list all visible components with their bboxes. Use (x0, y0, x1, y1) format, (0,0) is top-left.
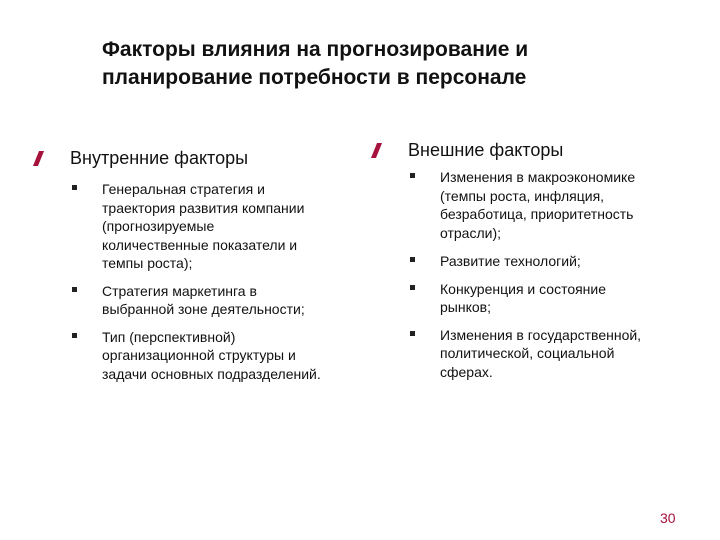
square-bullet-icon (72, 185, 77, 190)
slash-marker-icon (33, 151, 44, 166)
list-item (374, 168, 694, 242)
list-item-line: Изменения в макроэкономике (440, 169, 636, 185)
square-bullet-icon (72, 333, 77, 338)
external-factors-heading-text: Внешние факторы (408, 140, 564, 160)
square-bullet-icon (410, 331, 415, 336)
external-factors-heading (374, 138, 694, 162)
list-item-line: рынков; (440, 299, 491, 315)
list-item-line: сферах. (440, 363, 493, 380)
list-item-line: количественные показатели и (102, 236, 298, 253)
internal-factors-list (36, 180, 366, 383)
square-bullet-icon (410, 173, 415, 178)
list-item (36, 328, 366, 384)
list-item (36, 180, 366, 273)
list-item-line: Стратегия маркетинга в (102, 282, 257, 299)
list-item-line: отрасли); (440, 224, 502, 241)
list-item (374, 252, 694, 271)
list-item-line: задачи основных подразделений. (102, 365, 321, 382)
list-item-line: выбранной зоне деятельности; (102, 301, 305, 317)
list-item (36, 282, 366, 319)
list-item-line: Конкуренция и состояние (440, 280, 607, 297)
slide-title-line-1: Факторы влияния на прогнозирование и (102, 38, 529, 61)
list-item-line: темпы роста); (102, 255, 193, 271)
list-item-line: траектория развития компании (102, 199, 305, 216)
internal-factors-column (36, 146, 366, 383)
list-item-line: политической, социальной (440, 345, 615, 361)
list-item-line: (прогнозируемые (102, 218, 215, 234)
internal-factors-heading (36, 146, 366, 170)
slash-marker-icon (371, 143, 382, 158)
list-item-line: Изменения в государственной, (440, 326, 642, 343)
page-number: 30 (660, 510, 676, 526)
external-factors-list (374, 168, 694, 381)
list-item (374, 326, 694, 382)
list-item-line: Генеральная стратегия и (102, 181, 265, 197)
list-item-line: (темпы роста, инфляция, (440, 187, 605, 204)
slide-title-line-2: планирование потребности в персонале (102, 66, 527, 89)
external-factors-column (374, 138, 694, 381)
square-bullet-icon (72, 287, 77, 292)
list-item-line: организационной структуры и (102, 347, 296, 363)
square-bullet-icon (410, 257, 415, 262)
list-item (374, 280, 694, 317)
list-item-line: Тип (перспективной) (102, 328, 236, 345)
slide-title (102, 36, 662, 92)
list-item-line: Развитие технологий; (440, 253, 581, 269)
list-item-line: безработица, приоритетность (440, 206, 634, 222)
internal-factors-heading-text: Внутренние факторы (70, 148, 249, 168)
square-bullet-icon (410, 285, 415, 290)
